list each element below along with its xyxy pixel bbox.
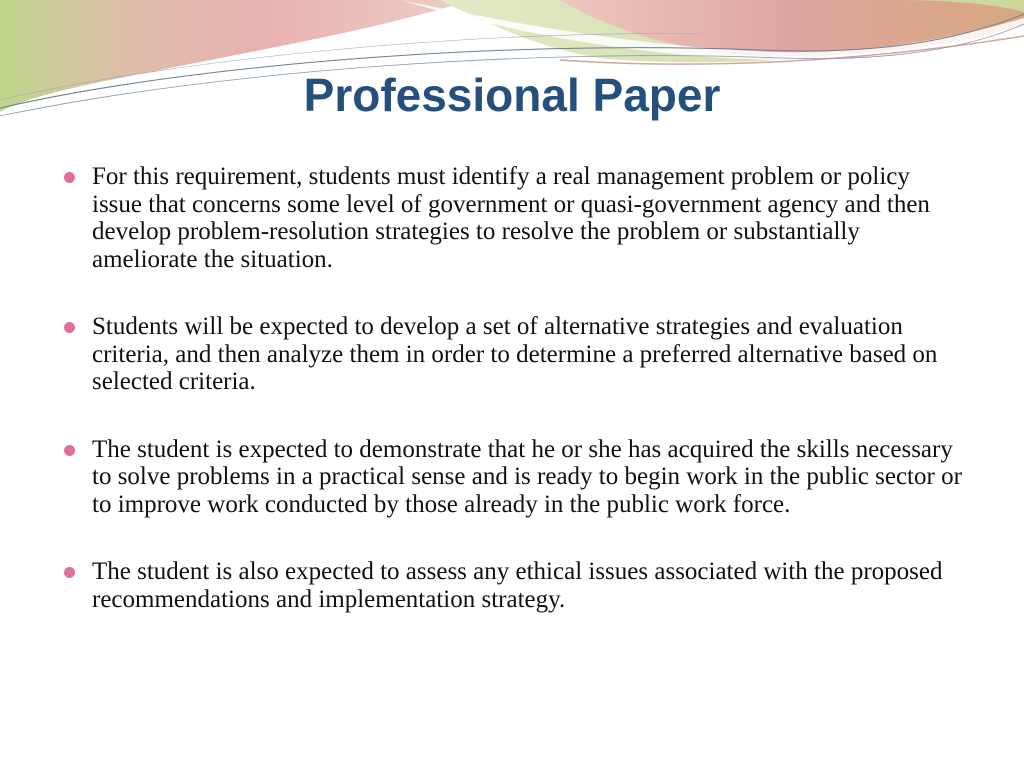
bullet-item: [62, 436, 962, 519]
bullet-dot-icon: [64, 172, 75, 183]
bullet-item: [62, 163, 962, 273]
bullet-dot-icon: [64, 567, 75, 578]
bullet-dot-icon: [64, 322, 75, 333]
bullet-item: [62, 313, 962, 396]
bullet-text: The student is expected to demonstrate that he or she has acquired the skills necessary to solve problems in a practical sense and is ready to begin work in the public sector or to improve work conducted by those already in the public work force.: [92, 435, 962, 518]
bullet-text: For this requirement, students must identify a real management problem or policy issue that concerns some level of government or quasi-government agency and then develop problem-resolution strategies to resolve the problem or substantially ameliorate the situation.: [92, 163, 930, 273]
bullet-item: [62, 558, 962, 613]
slide-title: Professional Paper: [303, 69, 721, 121]
bullet-text: The student is also expected to assess any ethical issues associated with the proposed recommendations and implementation strategy.: [92, 558, 943, 613]
bullet-dot-icon: [64, 445, 75, 456]
bullet-text: Students will be expected to develop a set of alternative strategies and evaluation criteria, and then analyze them in order to determine a preferred alternative based on selected criteria.: [92, 313, 938, 395]
bullet-list: [62, 163, 962, 653]
